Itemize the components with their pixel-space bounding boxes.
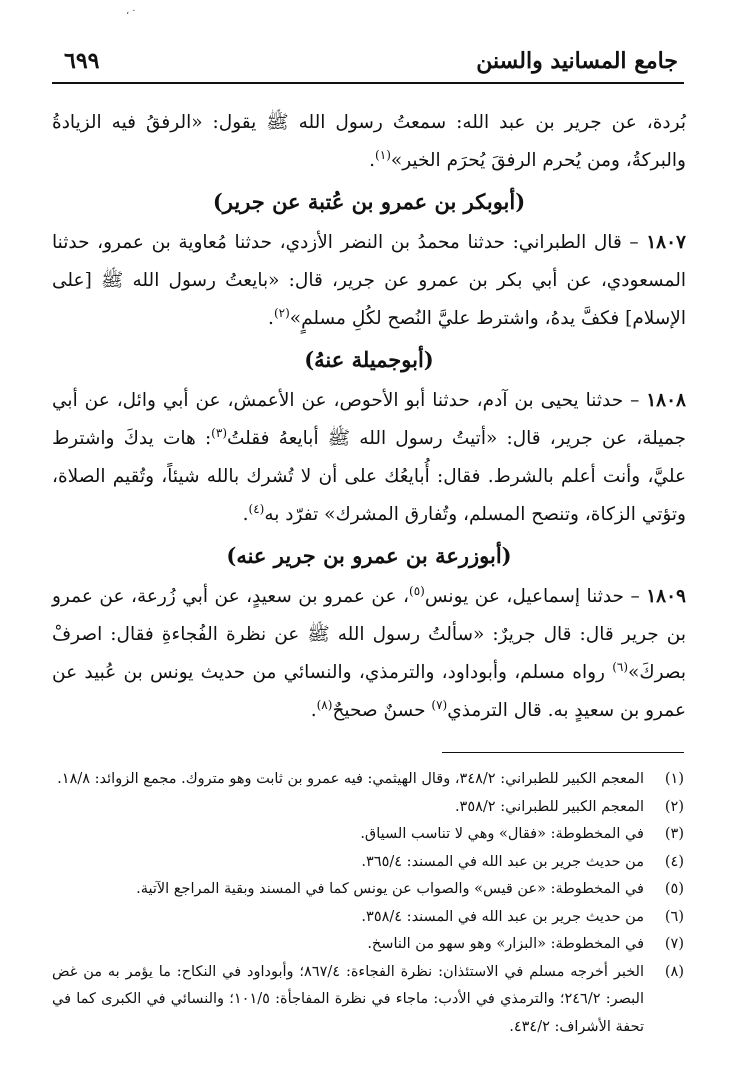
footnote-item — [52, 904, 684, 932]
hadith-paragraph — [52, 224, 686, 338]
hadith-text-end: . — [242, 504, 249, 525]
footnote-ref: (٦) — [612, 659, 629, 674]
hadith-text: حسنٌ صحيحٌ — [332, 700, 432, 721]
footnote-text: في المخطوطة: «البزار» وهو سهو من الناسخ. — [367, 936, 644, 952]
hadith-paragraph — [52, 578, 686, 730]
footnote-text: من حديث جرير بن عبد الله في المسند: ٣٥٨/٤. — [361, 908, 644, 925]
hadith-number: ١٨٠٧ — [646, 232, 686, 253]
footnote-item — [52, 931, 684, 959]
footnote-text: في المخطوطة: «عن قيس» والصواب عن يونس كما في المسند وبقية المراجع الآتية. — [136, 881, 644, 897]
running-header — [52, 44, 684, 84]
footnote-number: (٥) — [664, 881, 684, 897]
footnote-separator — [442, 752, 684, 753]
footnote-number: (١) — [664, 771, 684, 787]
intro-paragraph — [52, 104, 686, 180]
hadith-paragraph — [52, 382, 686, 534]
footnote-item — [52, 821, 684, 849]
section-heading: (أبوجميلة عنهُ) — [304, 347, 434, 372]
footnote-number: (٢) — [664, 798, 684, 815]
footnote-text: الخبر أخرجه مسلم في الاستئذان: نظرة الفجاءة: ٨٦٧/٤؛ وأبوداود في النكاح: ما يؤمر به من غض البصر: ٢٤٦/٢؛ والترمذي في الأدب: ماجاء في نظرة المفاجأة: ١٠١/٥؛ والنسائي في الكبرى كما في تحفة الأشراف: ٤٣٤/٢. — [52, 963, 645, 1035]
footnote-text: المعجم الكبير للطبراني: ٣٥٨/٢. — [454, 798, 644, 815]
hadith-text: ، عن عمرو بن سعيدٍ، عن أبي زُرعة، عن عمرو بن جرير قال: قال جريرٌ: «سألتُ رسول الله ﷺ عن نظرة الفُجاءةِ فقال: اصرفْ بصركَ» — [52, 586, 686, 683]
page-speck: ، · — [126, 6, 136, 17]
footnote-text: من حديث جرير بن عبد الله في المسند: ٣٦٥/٤. — [361, 853, 644, 870]
footnote-ref: (١) — [375, 147, 391, 162]
hadith-text: – حدثنا يحيى بن آدم، حدثنا أبو الأحوص، عن الأعمش، عن أبي وائل، عن أبي جميلة، عن جرير، قال: «أتيتُ رسول الله ﷺ أبايعهُ فقلتُ — [52, 390, 686, 449]
intro-text: بُردة، عن جرير بن عبد الله: سمعتُ رسول الله ﷺ يقول: «الرفقُ فيه الزيادةُ والبركةُ، ومن يُحرم الرفقَ يُحرَم الخير» — [52, 112, 686, 171]
footnote-ref: (٥) — [409, 583, 425, 598]
footnote-item — [52, 849, 684, 877]
footnote-text: في المخطوطة: «فقال» وهي لا تناسب السياق. — [360, 826, 644, 842]
section-heading: (أبوبكر بن عمرو بن عُتبة عن جرير) — [212, 189, 526, 214]
footnotes-list — [52, 766, 684, 1041]
hadith-number: ١٨٠٨ — [646, 390, 686, 411]
hadith-text: : هات يدكَ واشترط عليَّ، وأنت أعلم بالشرط. فقال: أُبايعُك على أن لا تُشرك بالله شيئاً، وتُقيم الصلاة، وتؤتي الزكاة، وتنصح المسلم، وتُفارق المشرك» تفرّد به — [52, 428, 686, 525]
footnote-ref: (٣) — [211, 425, 227, 440]
footnote-text: المعجم الكبير للطبراني: ٣٤٨/٢، وقال الهيثمي: فيه عمرو بن ثابت وهو متروك. مجمع الزوائد: ١٨/٨. — [57, 771, 644, 787]
footnote-number: (٨) — [664, 963, 684, 980]
footnote-item — [52, 876, 684, 904]
intro-end: . — [369, 150, 376, 171]
hadith-text-end: . — [268, 308, 274, 329]
hadith-text: – قال الطبراني: حدثنا محمدُ بن النضر الأزدي، حدثنا مُعاوية بن عمرو، حدثنا المسعودي، عن أبي بكر بن عمرو عن جرير، قال: «بايعتُ رسول الله ﷺ [على الإسلام] فكفَّ يدهُ، واشترط عليَّ النُصح لكُلِ مسلمٍ» — [52, 232, 686, 329]
page-number: ٦٩٩ — [64, 48, 100, 74]
hadith-text-end: . — [310, 700, 317, 721]
book-title: جامع المسانيد والسنن — [476, 48, 678, 74]
footnote-ref: (٨) — [316, 697, 333, 712]
footnote-number: (٣) — [664, 826, 684, 842]
section-heading: (أبوزرعة بن عمرو بن جرير عنه) — [226, 543, 512, 568]
hadith-text: رواه مسلم، وأبوداود، والترمذي، والنسائي من حديث يونس بن عُبيد عن عمرو بن سعيدٍ به. قال الترمذي — [52, 662, 686, 721]
footnote-ref: (٤) — [248, 501, 265, 516]
footnote-item — [52, 794, 684, 822]
footnote-ref: (٧) — [431, 697, 448, 712]
footnote-item — [52, 766, 684, 794]
hadith-number: ١٨٠٩ — [646, 586, 686, 607]
footnote-ref: (٢) — [273, 305, 290, 320]
footnote-number: (٧) — [664, 936, 684, 952]
footnote-number: (٤) — [664, 853, 684, 870]
main-text — [52, 104, 686, 730]
hadith-text: – حدثنا إسماعيل، عن يونس — [424, 586, 647, 607]
footnote-number: (٦) — [664, 908, 684, 925]
footnote-item — [52, 959, 684, 1042]
